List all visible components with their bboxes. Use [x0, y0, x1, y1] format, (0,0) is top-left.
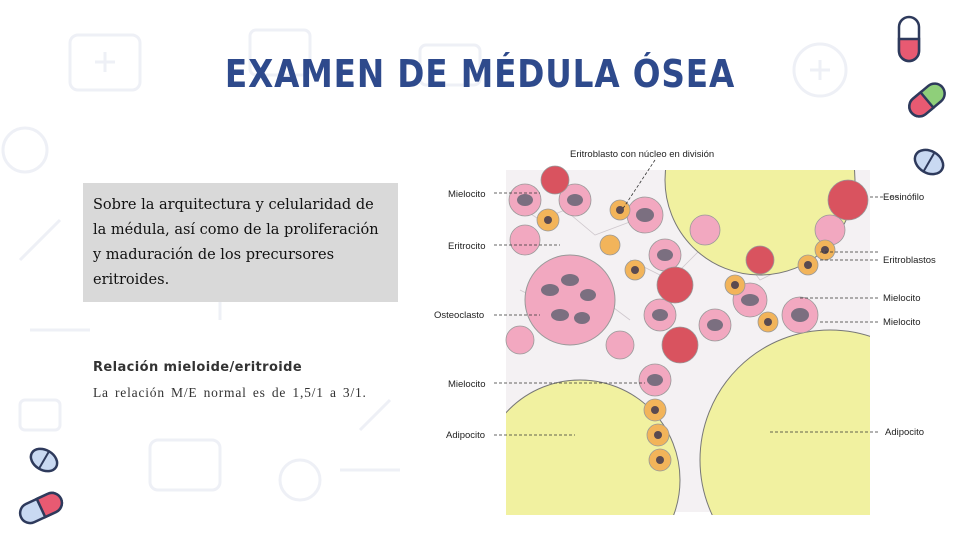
label-right-3: Mielocito	[883, 293, 921, 304]
pill-capsule-icon	[16, 488, 66, 528]
ratio-text: La relación M/E normal es de 1,5/1 a 3/1.	[93, 385, 367, 400]
label-right-5: Adipocito	[885, 427, 925, 438]
pill-tablet-icon	[912, 145, 946, 179]
label-left-3: Osteoclasto	[434, 310, 485, 321]
label-right-4: Mielocito	[883, 317, 921, 328]
label-top: Eritroblasto con núcleo en división	[570, 149, 715, 160]
label-right-2: Eritroblastos	[883, 255, 936, 266]
pill-capsule-icon	[893, 15, 925, 65]
label-left-4: Mielocito	[448, 379, 486, 390]
pill-tablet-icon	[27, 445, 61, 475]
label-left-2: Eritrocito	[448, 241, 486, 252]
pill-capsule-icon	[905, 80, 950, 120]
label-left-5: Adipocito	[446, 430, 486, 441]
osteoclast	[525, 255, 615, 345]
bone-marrow-diagram	[430, 140, 960, 515]
ratio-heading: Relación mieloide/eritroide	[93, 360, 303, 375]
description-box: Sobre la arquitectura y celularidad de la médula, así como de la proliferación y maduración de los precursores eritroides.	[83, 183, 398, 302]
page-title: EXAMEN DE MÉDULA ÓSEA	[224, 52, 736, 96]
label-left-1: Mielocito	[448, 189, 486, 200]
label-right-1: Eosinófilo	[883, 192, 925, 203]
